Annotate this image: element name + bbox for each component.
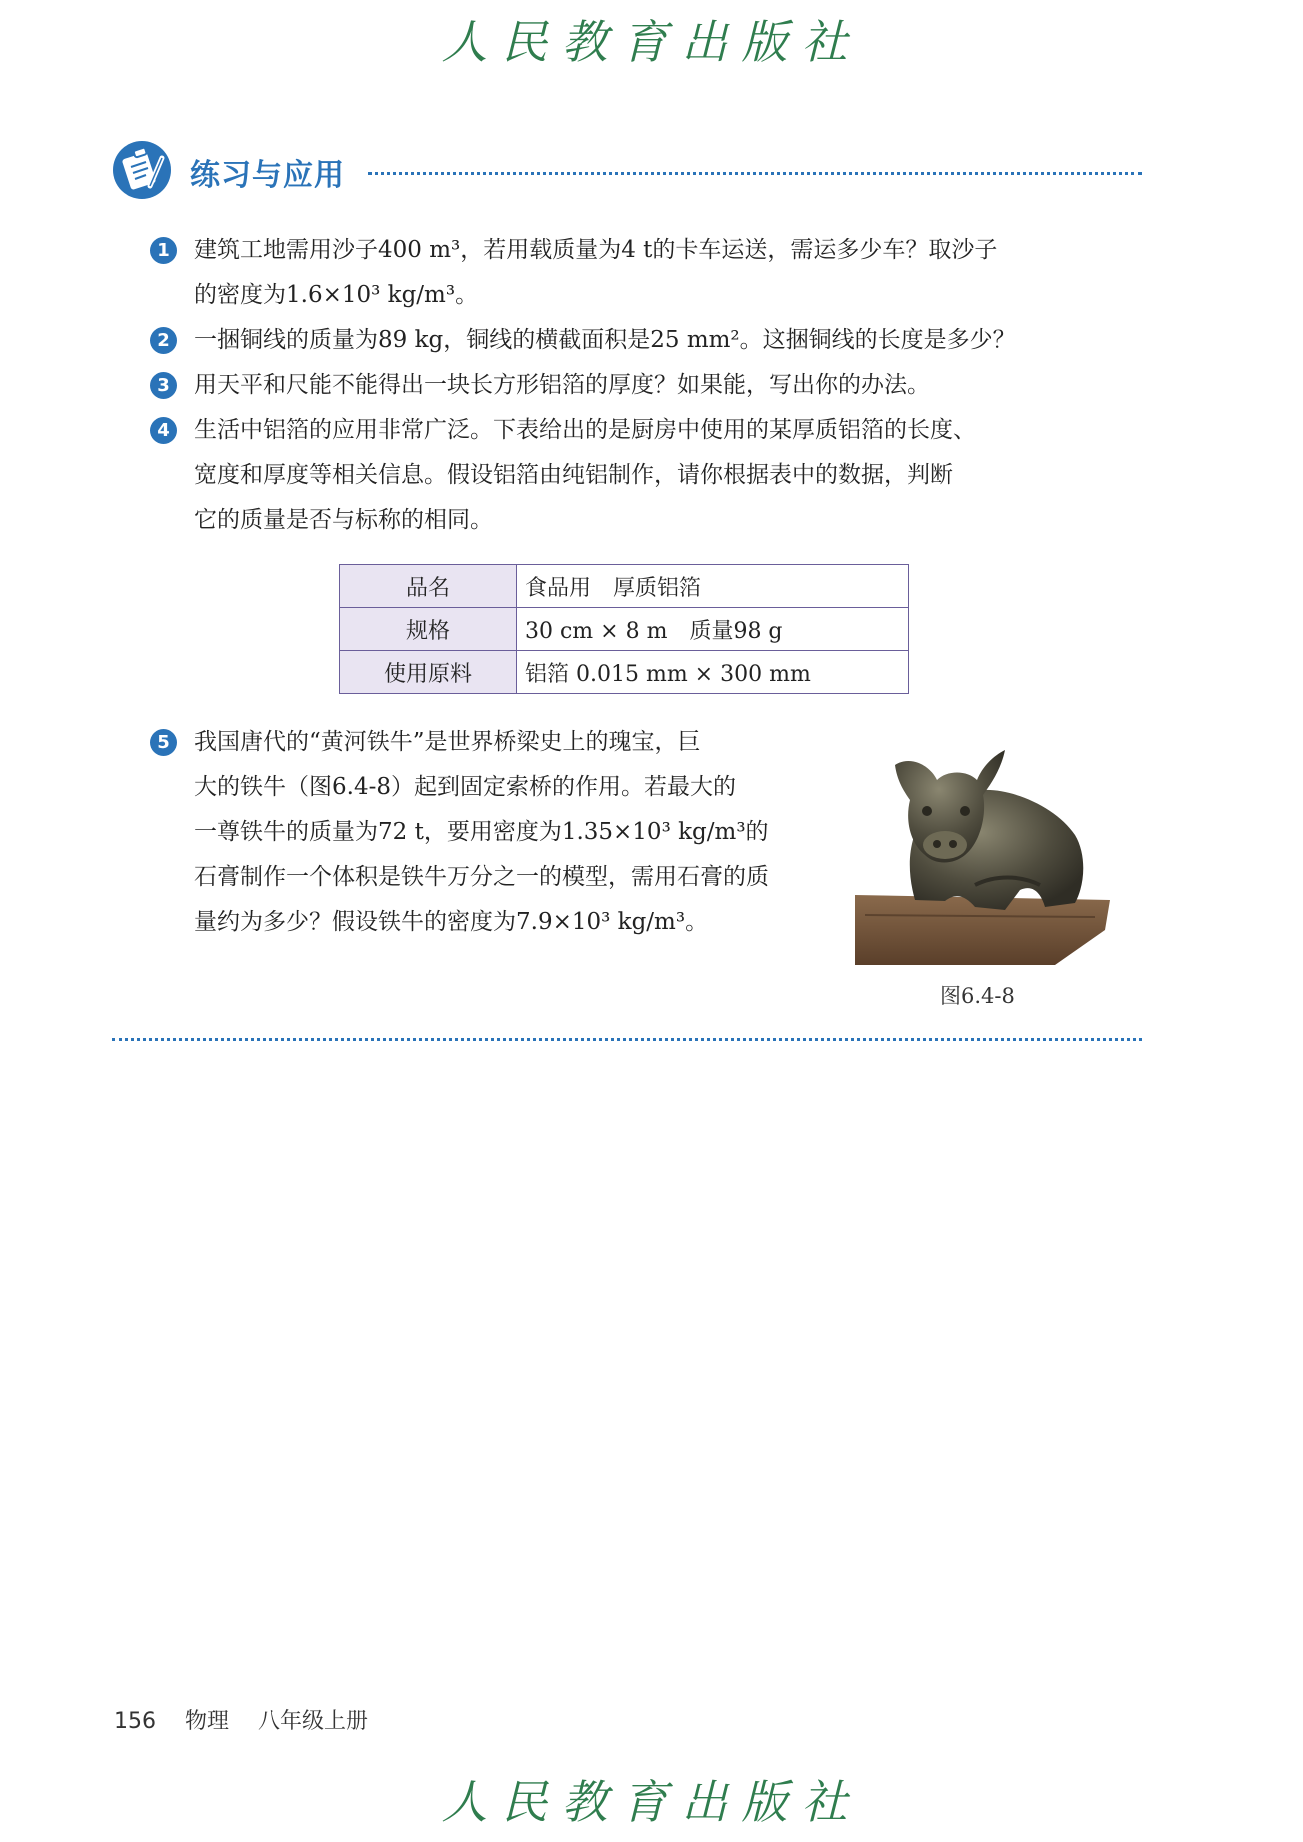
question-line: 石膏制作一个体积是铁牛万分之一的模型，需用石膏的质 [194, 864, 769, 890]
question-line: 的密度为1.6×10³ kg/m³。 [194, 282, 479, 308]
footer-subject: 物理 [185, 1709, 230, 1734]
section-title: 练习与应用 [190, 158, 345, 193]
table-key: 品名 [340, 565, 517, 608]
question-1 [152, 228, 1122, 318]
question-number: 4 [150, 417, 177, 444]
question-line: 建筑工地需用沙子400 m³，若用载质量为4 t的卡车运送，需运多少车？取沙子 [194, 237, 998, 263]
section-end-divider [112, 1038, 1142, 1041]
table-value: 食品用 厚质铝箔 [517, 565, 909, 608]
table-key: 使用原料 [340, 651, 517, 694]
aluminum-foil-spec-table [339, 564, 909, 694]
question-2 [152, 318, 1122, 363]
question-line: 大的铁牛（图6.4-8）起到固定索桥的作用。若最大的 [194, 774, 736, 800]
question-line: 生活中铝箔的应用非常广泛。下表给出的是厨房中使用的某厚质铝箔的长度、 [194, 417, 976, 443]
section-header [112, 140, 1142, 206]
question-line: 用天平和尺能不能得出一块长方形铝箔的厚度？如果能，写出你的办法。 [194, 372, 930, 398]
publisher-watermark-bottom: 人民教育出版社 [441, 1775, 862, 1829]
question-4 [152, 408, 1122, 543]
table-row [340, 608, 909, 651]
figure-caption: 图6.4-8 [940, 984, 1015, 1008]
question-number: 2 [150, 327, 177, 354]
page-number: 156 [114, 1709, 156, 1734]
publisher-watermark-top: 人民教育出版社 [441, 15, 862, 69]
question-line: 我国唐代的“黄河铁牛”是世界桥梁史上的瑰宝，巨 [194, 729, 701, 755]
table-value: 30 cm × 8 m 质量98 g [517, 608, 909, 651]
table-row [340, 651, 909, 694]
iron-ox-statue-image [855, 725, 1110, 965]
question-number: 3 [150, 372, 177, 399]
question-line: 一捆铜线的质量为89 kg，铜线的横截面积是25 mm²。这捆铜线的长度是多少？ [194, 327, 1016, 353]
table-row [340, 565, 909, 608]
page-footer [114, 1704, 390, 1735]
question-number: 5 [150, 729, 177, 756]
question-5 [152, 720, 832, 945]
section-divider [368, 172, 1142, 175]
question-line: 量约为多少？假设铁牛的密度为7.9×10³ kg/m³。 [194, 909, 709, 935]
table-value: 铝箔 0.015 mm × 300 mm [517, 651, 909, 694]
question-line: 宽度和厚度等相关信息。假设铝箔由纯铝制作，请你根据表中的数据，判断 [194, 462, 953, 488]
footer-grade: 八年级上册 [258, 1709, 369, 1734]
question-3 [152, 363, 1122, 408]
clipboard-pen-icon [112, 140, 172, 200]
question-line: 一尊铁牛的质量为72 t，要用密度为1.35×10³ kg/m³的 [194, 819, 769, 845]
table-key: 规格 [340, 608, 517, 651]
question-number: 1 [150, 237, 177, 264]
question-line: 它的质量是否与标称的相同。 [194, 507, 493, 533]
